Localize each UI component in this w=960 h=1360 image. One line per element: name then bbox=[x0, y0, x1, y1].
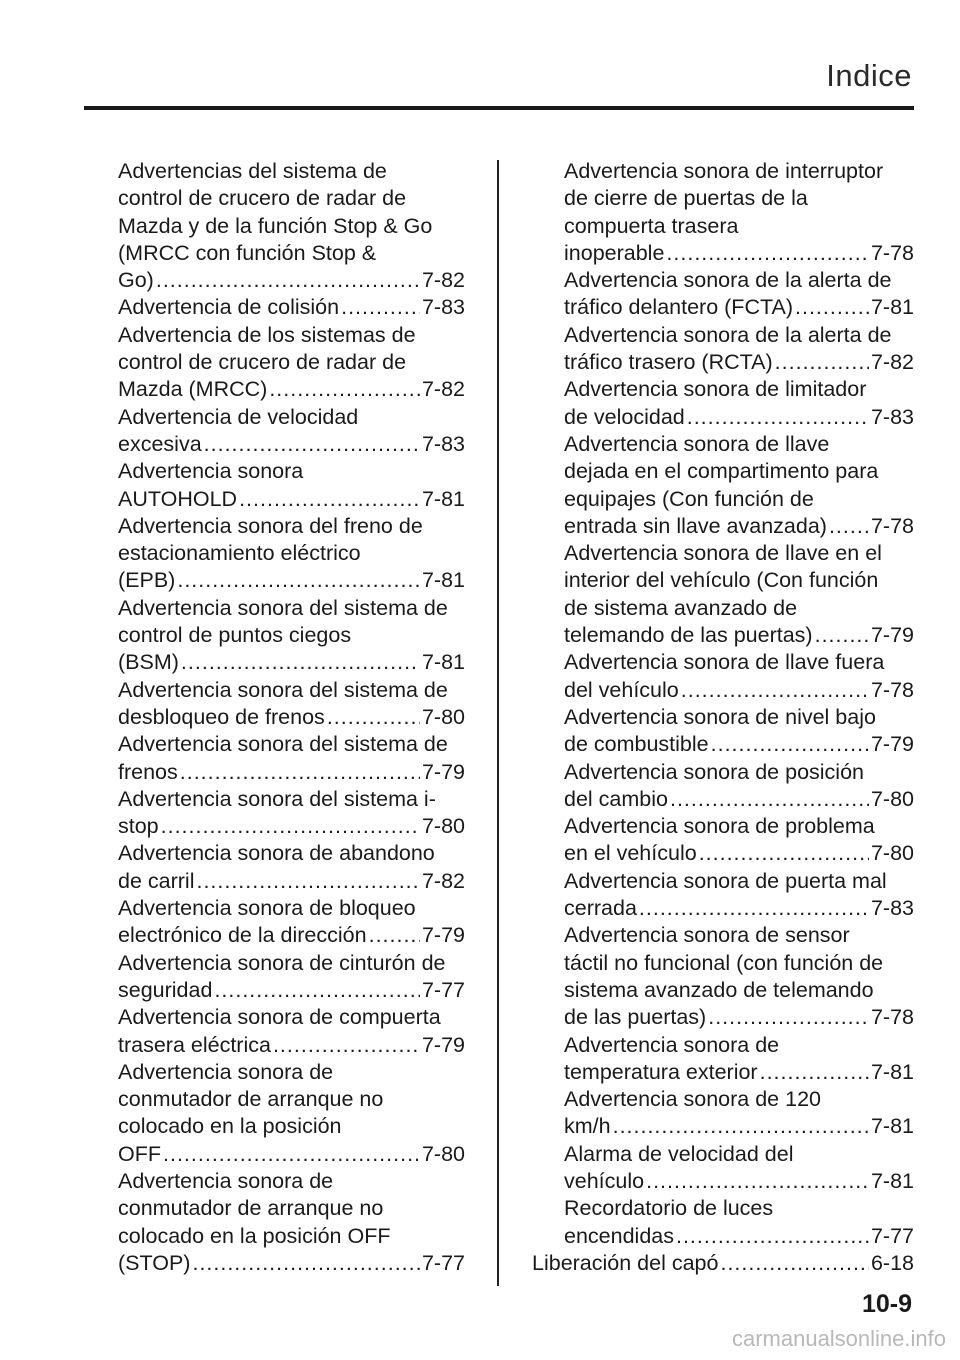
index-entry-last-line bbox=[564, 622, 914, 649]
index-entry-text: tráfico trasero (RCTA) bbox=[564, 350, 773, 375]
dot-leader bbox=[369, 922, 420, 949]
index-entry-text: Advertencia sonora de llave fuera bbox=[564, 650, 885, 675]
index-entry-text: Alarma de velocidad del bbox=[564, 1141, 794, 1166]
index-entry-text: Advertencia sonora de posición bbox=[564, 759, 864, 784]
index-entry-last-line bbox=[118, 759, 465, 786]
index-entry-text: tráfico delantero (FCTA) bbox=[564, 295, 794, 320]
index-entry-text: equipajes (Con función de bbox=[564, 486, 814, 511]
dot-leader bbox=[196, 868, 419, 895]
index-entry-last-line bbox=[118, 431, 465, 458]
index-entry-text: compuerta trasera bbox=[564, 213, 739, 238]
index-entry-text: colocado en la posición bbox=[118, 1114, 342, 1139]
index-entry-text: de combustible bbox=[564, 732, 709, 757]
index-column-left bbox=[118, 158, 465, 1277]
index-entry-text: Advertencia sonora de llave en el bbox=[564, 541, 882, 566]
index-entry-last-line bbox=[564, 1223, 914, 1250]
index-entry-page: 7-81 bbox=[870, 1168, 914, 1193]
index-entry-text: encendidas bbox=[564, 1223, 674, 1248]
index-entry-page: 7-77 bbox=[870, 1223, 914, 1248]
index-entry-page: 7-78 bbox=[870, 240, 914, 265]
index-entry-text: Mazda y de la función Stop & Go bbox=[118, 213, 433, 238]
index-entry-last-line bbox=[564, 1059, 914, 1086]
index-entry-text: km/h bbox=[564, 1114, 611, 1139]
index-entry-text: Advertencia sonora de bbox=[564, 1032, 780, 1057]
index-entry bbox=[532, 649, 914, 704]
index-entry-text: Advertencia sonora de llave bbox=[564, 431, 830, 456]
index-entry-last-line bbox=[118, 813, 465, 840]
index-entry bbox=[118, 677, 465, 732]
column-divider bbox=[497, 160, 499, 1286]
index-entry-text: AUTOHOLD bbox=[118, 486, 238, 511]
index-entry-text: inoperable bbox=[564, 240, 665, 265]
index-entry bbox=[118, 950, 465, 1005]
index-entry-page: 7-80 bbox=[421, 814, 465, 839]
index-entry bbox=[532, 322, 914, 377]
index-entry-last-line bbox=[118, 868, 465, 895]
index-entry bbox=[118, 404, 465, 459]
index-entry-text: Advertencia de velocidad bbox=[118, 404, 359, 429]
dot-leader bbox=[192, 1250, 419, 1277]
index-entry-page: 7-81 bbox=[870, 1059, 914, 1084]
index-entry-last-line bbox=[564, 1004, 914, 1031]
dot-leader bbox=[670, 786, 869, 813]
index-entry bbox=[532, 376, 914, 431]
index-entry-text: desbloqueo de frenos bbox=[118, 704, 325, 729]
dot-leader bbox=[711, 731, 869, 758]
dot-leader bbox=[269, 376, 420, 403]
dot-leader bbox=[341, 294, 420, 321]
index-entry-text: (STOP) bbox=[118, 1250, 191, 1275]
index-entry-last-line bbox=[118, 1032, 465, 1059]
dot-leader bbox=[687, 404, 869, 431]
dot-leader bbox=[273, 1032, 420, 1059]
index-entry bbox=[118, 294, 465, 321]
index-entry bbox=[118, 1004, 465, 1059]
index-entry-last-line bbox=[118, 1250, 465, 1277]
index-entry-text: Advertencias del sistema de bbox=[118, 159, 387, 183]
index-entry-page: 7-83 bbox=[421, 295, 465, 320]
index-entry-text: Advertencia de los sistemas de bbox=[118, 322, 416, 347]
index-entry-last-line bbox=[118, 1141, 465, 1168]
index-entry-text: Advertencia sonora de abandono bbox=[118, 841, 435, 866]
index-entry-text: Advertencia sonora del sistema de bbox=[118, 595, 448, 620]
index-entry-page: 7-82 bbox=[421, 268, 465, 293]
dot-leader bbox=[699, 840, 869, 867]
index-entry bbox=[532, 267, 914, 322]
index-entry-last-line bbox=[118, 649, 465, 676]
dot-leader bbox=[156, 267, 420, 294]
index-entry bbox=[532, 431, 914, 540]
dot-leader bbox=[613, 1113, 869, 1140]
index-entry-page: 7-79 bbox=[421, 923, 465, 948]
section-title: Indice bbox=[826, 58, 912, 93]
index-entry-page: 7-83 bbox=[870, 404, 914, 429]
index-entry-text: excesiva bbox=[118, 431, 202, 456]
index-entry-last-line bbox=[564, 840, 914, 867]
index-entry-page: 7-82 bbox=[421, 377, 465, 402]
index-entry-text: interior del vehículo (Con función bbox=[564, 568, 879, 593]
index-entry-last-line bbox=[564, 404, 914, 431]
index-entry-last-line bbox=[564, 1113, 914, 1140]
index-entry bbox=[118, 158, 465, 294]
index-entry-last-line bbox=[118, 922, 465, 949]
index-entry-text: en el vehículo bbox=[564, 841, 697, 866]
index-entry-text: Advertencia sonora de bbox=[118, 1059, 334, 1084]
dot-leader bbox=[204, 431, 420, 458]
index-entry-last-line bbox=[564, 240, 914, 267]
dot-leader bbox=[177, 567, 420, 594]
page-number: 10-9 bbox=[861, 1290, 912, 1318]
index-entry-text: Advertencia sonora de bbox=[118, 1168, 334, 1193]
dot-leader bbox=[239, 486, 420, 513]
index-entry-page: 7-81 bbox=[870, 295, 914, 320]
dot-leader bbox=[829, 513, 869, 540]
index-entry-text: electrónico de la dirección bbox=[118, 923, 367, 948]
index-entry bbox=[532, 868, 914, 923]
index-entry-text: de carril bbox=[118, 868, 195, 893]
index-entry bbox=[532, 922, 914, 1031]
index-entry-last-line bbox=[564, 731, 914, 758]
index-entry-text: Advertencia sonora de la alerta de bbox=[564, 322, 892, 347]
dot-leader bbox=[708, 1004, 869, 1031]
index-entry-last-line bbox=[564, 786, 914, 813]
index-entry-text: entrada sin llave avanzada) bbox=[564, 513, 827, 538]
index-entry-text: dejada en el compartimento para bbox=[564, 459, 879, 484]
dot-leader bbox=[639, 895, 869, 922]
index-entry-page: 7-79 bbox=[421, 759, 465, 784]
index-entry-page: 7-78 bbox=[870, 513, 914, 538]
index-entry-text: estacionamiento eléctrico bbox=[118, 541, 361, 566]
index-entry-text: sistema avanzado de telemando bbox=[564, 977, 874, 1002]
index-entry-page: 7-79 bbox=[870, 732, 914, 757]
index-column-right bbox=[532, 158, 914, 1277]
index-entry bbox=[118, 513, 465, 595]
index-entry-text: seguridad bbox=[118, 977, 213, 1002]
index-entry-text: colocado en la posición OFF bbox=[118, 1223, 391, 1248]
dot-leader bbox=[795, 294, 869, 321]
index-entry-text: stop bbox=[118, 814, 159, 839]
index-entry-page: 7-82 bbox=[421, 868, 465, 893]
index-entry-page: 7-83 bbox=[421, 431, 465, 456]
index-entry-last-line bbox=[118, 376, 465, 403]
index-entry-page: 7-77 bbox=[421, 977, 465, 1002]
index-entry-text: control de crucero de radar de bbox=[118, 350, 407, 375]
index-entry-text: Advertencia sonora de compuerta bbox=[118, 1005, 441, 1030]
index-entry-text: (MRCC con función Stop & bbox=[118, 240, 377, 265]
index-entry-text: (EPB) bbox=[118, 568, 176, 593]
index-entry-last-line bbox=[118, 567, 465, 594]
index-entry-page: 7-77 bbox=[421, 1250, 465, 1275]
index-entry bbox=[532, 540, 914, 649]
index-entry-page: 7-80 bbox=[421, 1141, 465, 1166]
index-entry bbox=[532, 1032, 914, 1087]
index-entry-text: Advertencia sonora del sistema i- bbox=[118, 786, 436, 811]
dot-leader bbox=[676, 1223, 869, 1250]
index-entry-text: temperatura exterior bbox=[564, 1059, 758, 1084]
index-entry-text: frenos bbox=[118, 759, 178, 784]
index-entry-page: 7-80 bbox=[870, 786, 914, 811]
index-entry-last-line bbox=[118, 486, 465, 513]
index-entry-text: vehículo bbox=[564, 1168, 645, 1193]
index-entry-text: conmutador de arranque no bbox=[118, 1087, 384, 1112]
index-entry-text: Advertencia sonora del freno de bbox=[118, 513, 423, 538]
index-entry-page: 7-80 bbox=[421, 704, 465, 729]
index-entry bbox=[532, 1250, 914, 1277]
index-entry bbox=[532, 158, 914, 267]
index-entry bbox=[532, 1086, 914, 1141]
index-entry-text: del vehículo bbox=[564, 677, 679, 702]
index-entry-text: Advertencia sonora de 120 bbox=[564, 1087, 821, 1112]
index-entry-text: de cierre de puertas de la bbox=[564, 186, 808, 211]
index-entry-text: control de puntos ciegos bbox=[118, 623, 352, 648]
index-entry-text: Advertencia sonora de nivel bajo bbox=[564, 704, 876, 729]
header-rule bbox=[84, 106, 914, 110]
index-entry-page: 7-79 bbox=[421, 1032, 465, 1057]
index-entry-page: 7-80 bbox=[870, 841, 914, 866]
footer-watermark: carmanualsonline.info bbox=[731, 1326, 946, 1351]
index-entry-text: Advertencia sonora de la alerta de bbox=[564, 268, 892, 293]
index-entry-last-line bbox=[118, 977, 465, 1004]
index-entry-text: Advertencia sonora de sensor bbox=[564, 923, 850, 948]
index-entry-text: control de crucero de radar de bbox=[118, 186, 407, 211]
index-entry-last-line bbox=[564, 294, 914, 321]
index-entry-last-line bbox=[564, 1168, 914, 1195]
index-entry bbox=[532, 759, 914, 814]
index-entry-text: Advertencia sonora bbox=[118, 459, 304, 484]
index-entry-page: 7-82 bbox=[870, 350, 914, 375]
dot-leader bbox=[181, 649, 420, 676]
index-entry-last-line bbox=[118, 704, 465, 731]
index-entry-text: de las puertas) bbox=[564, 1005, 707, 1030]
index-entry-text: Go) bbox=[118, 268, 154, 293]
index-entry bbox=[118, 1168, 465, 1277]
index-entry-page: 7-81 bbox=[870, 1114, 914, 1139]
index-entry-text: táctil no funcional (con función de bbox=[564, 950, 884, 975]
index-entry-last-line bbox=[118, 267, 465, 294]
index-entry-text: OFF bbox=[118, 1141, 161, 1166]
index-entry-last-line bbox=[532, 1250, 914, 1277]
index-entry-text: Advertencia sonora de limitador bbox=[564, 377, 867, 402]
dot-leader bbox=[214, 977, 420, 1004]
index-entry-last-line bbox=[564, 895, 914, 922]
dot-leader bbox=[666, 240, 869, 267]
index-entry-text: Advertencia sonora del sistema de bbox=[118, 677, 448, 702]
index-entry bbox=[118, 322, 465, 404]
index-entry-text: del cambio bbox=[564, 786, 668, 811]
index-entry-text: Liberación del capó bbox=[532, 1250, 719, 1275]
index-entry-page: 7-81 bbox=[421, 486, 465, 511]
index-entry bbox=[118, 1059, 465, 1168]
dot-leader bbox=[720, 1250, 868, 1277]
dot-leader bbox=[775, 349, 869, 376]
index-entry-text: Advertencia de colisión bbox=[118, 295, 340, 320]
index-entry-page: 7-78 bbox=[870, 677, 914, 702]
index-entry-page: 7-83 bbox=[870, 896, 914, 921]
dot-leader bbox=[327, 704, 420, 731]
index-entry-text: conmutador de arranque no bbox=[118, 1196, 384, 1221]
dot-leader bbox=[180, 759, 420, 786]
index-entry bbox=[118, 731, 465, 786]
index-entry-text: Advertencia sonora de puerta mal bbox=[564, 868, 887, 893]
index-entry-text: Mazda (MRCC) bbox=[118, 377, 268, 402]
index-entry bbox=[118, 895, 465, 950]
dot-leader bbox=[646, 1168, 869, 1195]
index-entry bbox=[532, 1195, 914, 1250]
index-entry-text: Advertencia sonora del sistema de bbox=[118, 732, 448, 757]
index-entry bbox=[532, 704, 914, 759]
index-entry-page: 7-78 bbox=[870, 1005, 914, 1030]
index-entry bbox=[118, 786, 465, 841]
index-entry-text: Advertencia sonora de problema bbox=[564, 814, 875, 839]
index-entry-text: cerrada bbox=[564, 896, 637, 921]
index-entry-text: (BSM) bbox=[118, 650, 179, 675]
index-entry bbox=[532, 813, 914, 868]
index-entry-page: 7-81 bbox=[421, 650, 465, 675]
index-entry-text: de sistema avanzado de bbox=[564, 595, 798, 620]
index-entry-page: 7-79 bbox=[870, 623, 914, 648]
index-entry bbox=[118, 840, 465, 895]
dot-leader bbox=[760, 1059, 869, 1086]
index-entry-text: de velocidad bbox=[564, 404, 685, 429]
index-entry-text: Advertencia sonora de interruptor bbox=[564, 159, 884, 183]
index-entry-page: 6-18 bbox=[870, 1250, 914, 1275]
index-entry-text: telemando de las puertas) bbox=[564, 623, 813, 648]
index-entry-text: Recordatorio de luces bbox=[564, 1196, 774, 1221]
index-entry bbox=[118, 595, 465, 677]
dot-leader bbox=[163, 1141, 420, 1168]
index-entry bbox=[118, 458, 465, 513]
index-entry-last-line bbox=[564, 677, 914, 704]
dot-leader bbox=[681, 677, 869, 704]
dot-leader bbox=[161, 813, 420, 840]
index-entry-page: 7-81 bbox=[421, 568, 465, 593]
index-entry-last-line bbox=[564, 513, 914, 540]
index-entry-text: Advertencia sonora de cinturón de bbox=[118, 950, 446, 975]
index-entry-last-line bbox=[118, 294, 465, 321]
index-entry-last-line bbox=[564, 349, 914, 376]
index-entry-text: trasera eléctrica bbox=[118, 1032, 271, 1057]
dot-leader bbox=[815, 622, 869, 649]
index-entry-text: Advertencia sonora de bloqueo bbox=[118, 896, 416, 921]
index-entry bbox=[532, 1141, 914, 1196]
